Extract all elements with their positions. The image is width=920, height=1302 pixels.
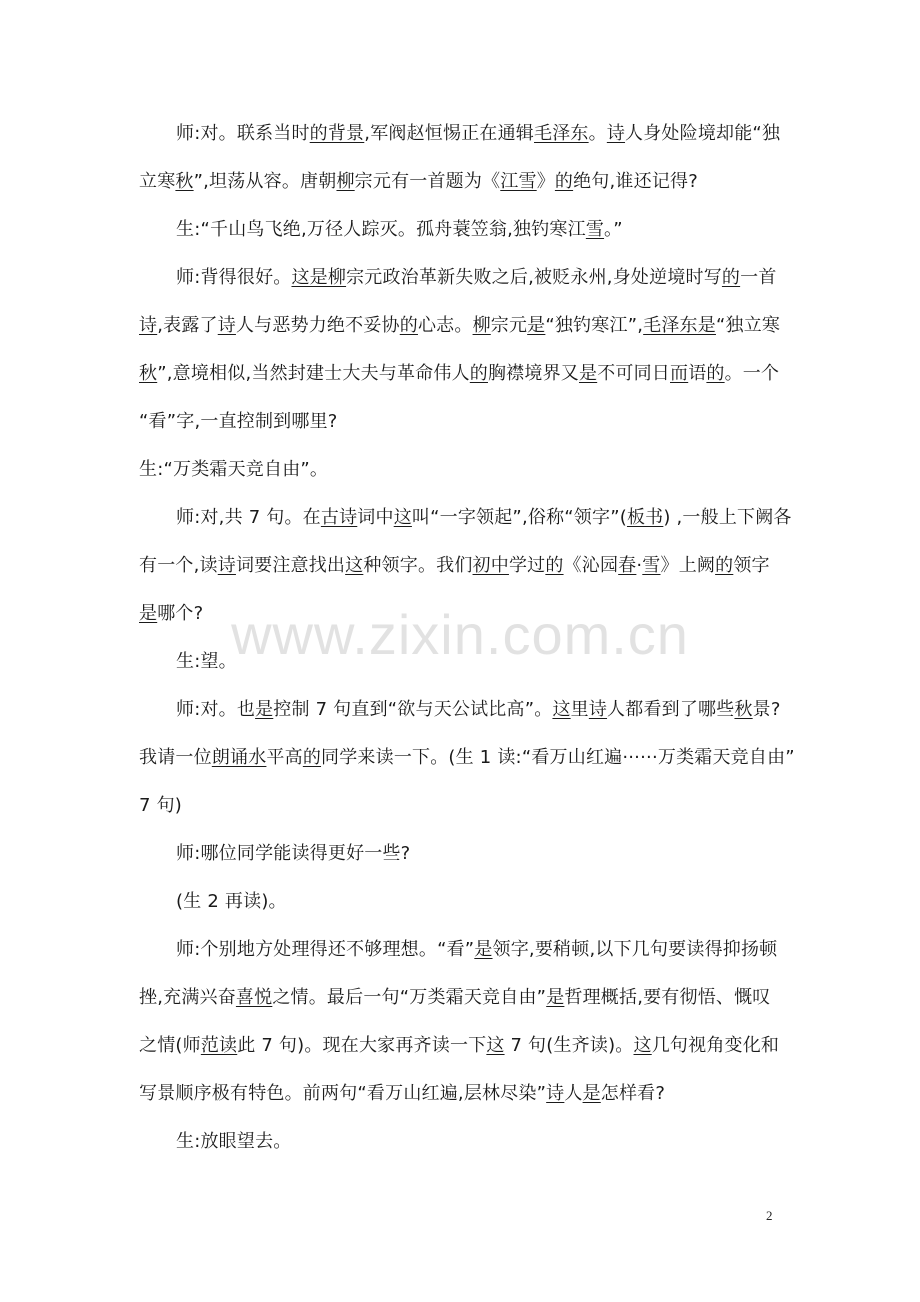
underlined-text: 朗诵水 bbox=[211, 747, 267, 768]
text-segment: (生 2 再读)。 bbox=[176, 891, 287, 912]
text-segment: 人与恶势力绝不妥协 bbox=[235, 315, 400, 336]
underlined-text: 春 bbox=[618, 555, 637, 576]
text-segment: 宗元 bbox=[490, 315, 528, 336]
underlined-text: 的背景 bbox=[309, 123, 365, 144]
text-segment: 哲理概括,要有彻悟、慨叹 bbox=[564, 987, 771, 1008]
text-segment: ”,坦荡从容。唐朝 bbox=[193, 171, 337, 192]
text-segment: 》上阙 bbox=[660, 555, 716, 576]
page-number: 2 bbox=[766, 1208, 773, 1223]
text-segment: 写景顺序极有特色。前两句“看万山红遍,层林尽染” bbox=[139, 1083, 547, 1104]
underlined-text: 诗 bbox=[606, 123, 626, 144]
text-line bbox=[139, 1034, 779, 1058]
text-segment: 宗元有一首题为《 bbox=[354, 171, 501, 192]
text-segment: 心志。 bbox=[417, 315, 473, 336]
underlined-text: 的 bbox=[721, 267, 741, 288]
underlined-text: 喜悦 bbox=[235, 987, 273, 1008]
underlined-text: 的 bbox=[706, 363, 725, 384]
underlined-text: 诗 bbox=[139, 315, 158, 336]
underlined-text: 的 bbox=[302, 747, 322, 768]
watermark: www.zixin.com.cn bbox=[231, 603, 689, 666]
text-segment: 挫,充满兴奋 bbox=[139, 987, 236, 1008]
underlined-text: 雪 bbox=[585, 219, 605, 240]
underlined-text: 是 bbox=[578, 363, 598, 384]
text-segment: 师:对,共 7 句。在 bbox=[176, 507, 321, 528]
underlined-text: 诗 bbox=[217, 555, 236, 576]
text-line bbox=[176, 938, 777, 962]
text-segment: 7 句) bbox=[139, 795, 182, 816]
underlined-text: 毛泽东 bbox=[534, 123, 589, 144]
text-segment: 胸襟境界又 bbox=[487, 363, 579, 384]
text-line bbox=[139, 986, 771, 1010]
text-segment: 生:放眼望去。 bbox=[176, 1131, 292, 1152]
text-segment: 师:对。也 bbox=[176, 699, 256, 720]
text-segment: 之情(师 bbox=[139, 1035, 201, 1056]
text-segment: ) ,一般上下阙各 bbox=[663, 507, 792, 528]
text-line bbox=[139, 410, 338, 434]
text-line bbox=[139, 746, 795, 770]
underlined-text: 诗 bbox=[588, 699, 608, 720]
text-segment: 同学来读一下。(生 1 读:“看万山红遍······万类霜天竞自由” bbox=[321, 747, 795, 768]
underlined-text: 诗 bbox=[217, 315, 236, 336]
underlined-text: 秋 bbox=[734, 699, 753, 720]
underlined-text: 秋 bbox=[175, 171, 194, 192]
text-line bbox=[176, 266, 777, 290]
text-line bbox=[139, 458, 328, 482]
text-line bbox=[176, 698, 781, 722]
text-segment: 《沁园 bbox=[563, 555, 619, 576]
text-segment: 人身处险境却能“独 bbox=[625, 123, 781, 144]
text-line bbox=[139, 362, 779, 386]
underlined-text: 的 bbox=[715, 555, 734, 576]
underlined-text: 这 bbox=[486, 1035, 505, 1056]
text-segment: 不可同日 bbox=[597, 363, 670, 384]
text-segment: 平高 bbox=[266, 747, 303, 768]
text-line bbox=[176, 842, 410, 866]
underlined-text: 这 bbox=[393, 507, 412, 528]
text-segment: 此 7 句)。现在大家再齐读一下 bbox=[237, 1035, 487, 1056]
text-line bbox=[176, 890, 287, 914]
text-segment: 里 bbox=[570, 699, 589, 720]
text-segment: 立寒 bbox=[139, 171, 176, 192]
underlined-text: 诗 bbox=[546, 1083, 565, 1104]
text-line bbox=[176, 506, 792, 530]
text-segment: 7 句(生齐读)。 bbox=[504, 1035, 634, 1056]
text-line bbox=[176, 218, 623, 242]
text-segment: 。” bbox=[604, 219, 623, 240]
underlined-text: 的 bbox=[545, 555, 564, 576]
text-segment: 。一个 bbox=[724, 363, 780, 384]
text-segment: 怎样看? bbox=[600, 1083, 666, 1104]
text-segment: 。 bbox=[588, 123, 607, 144]
text-segment: 生:望。 bbox=[176, 651, 237, 672]
text-segment: 几句视角变化和 bbox=[651, 1035, 780, 1056]
text-segment: 学过 bbox=[508, 555, 546, 576]
text-line bbox=[139, 1082, 665, 1106]
underlined-text: 范读 bbox=[200, 1035, 238, 1056]
text-segment: 哪个? bbox=[157, 603, 204, 624]
text-line bbox=[139, 170, 698, 194]
text-segment: 种领字。我们 bbox=[363, 555, 473, 576]
text-line bbox=[139, 554, 770, 578]
underlined-text: 是 bbox=[474, 939, 493, 960]
underlined-text: 是 bbox=[546, 987, 565, 1008]
text-segment: 景? bbox=[752, 699, 781, 720]
text-line bbox=[139, 602, 203, 626]
text-segment: 绝句,谁还记得? bbox=[573, 171, 698, 192]
text-line bbox=[176, 650, 237, 674]
text-segment: 词要注意找出 bbox=[235, 555, 346, 576]
text-segment: 领字 bbox=[733, 555, 770, 576]
text-segment: ,表露了 bbox=[157, 315, 218, 336]
underlined-text: 是 bbox=[582, 1083, 601, 1104]
underlined-text: 的 bbox=[399, 315, 418, 336]
underlined-text: 这 bbox=[345, 555, 364, 576]
text-line bbox=[176, 122, 780, 146]
underlined-text: 的 bbox=[469, 363, 488, 384]
underlined-text: 是 bbox=[255, 699, 274, 720]
text-segment: 生:“千山鸟飞绝,万径人踪灭。孤舟蓑笠翁,独钓寒江 bbox=[176, 219, 586, 240]
underlined-text: 板书 bbox=[626, 507, 664, 528]
underlined-text: 而 bbox=[670, 363, 689, 384]
text-line bbox=[139, 314, 780, 338]
text-segment: · bbox=[636, 555, 643, 576]
underlined-text: 柳 bbox=[472, 315, 491, 336]
text-segment: 生:“万类霜天竞自由”。 bbox=[139, 459, 329, 480]
underlined-text: 的 bbox=[554, 171, 574, 192]
underlined-text: 这 bbox=[633, 1035, 652, 1056]
text-line bbox=[176, 1130, 291, 1154]
underlined-text: 古诗 bbox=[320, 507, 358, 528]
text-segment: 有一个,读 bbox=[139, 555, 218, 576]
underlined-text: 是 bbox=[527, 315, 546, 336]
underlined-text: 雪 bbox=[642, 555, 661, 576]
text-segment: 师:背得很好。 bbox=[176, 267, 292, 288]
text-segment: 师:哪位同学能读得更好一些? bbox=[176, 843, 411, 864]
text-segment: 》 bbox=[536, 171, 555, 192]
text-segment: 我请一位 bbox=[139, 747, 212, 768]
text-segment: 师:个别地方处理得还不够理想。“看” bbox=[176, 939, 475, 960]
text-segment: 之情。最后一句“万类霜天竞自由” bbox=[272, 987, 547, 1008]
text-segment: 控制 7 句直到“欲与天公试比高”。 bbox=[273, 699, 553, 720]
text-segment: 领字,要稍顿,以下几句要读得抑扬顿 bbox=[492, 939, 778, 960]
text-segment: “独钓寒江”, bbox=[545, 315, 644, 336]
text-line bbox=[139, 794, 182, 818]
text-segment: 词中 bbox=[357, 507, 394, 528]
underlined-text: 江雪 bbox=[500, 171, 537, 192]
underlined-text: 这是柳 bbox=[291, 267, 347, 288]
text-segment: “独立寒 bbox=[715, 315, 781, 336]
text-segment: “看”字,一直控制到哪里? bbox=[139, 411, 338, 432]
underlined-text: 是 bbox=[139, 603, 158, 624]
text-segment: ,军阀赵恒惕正在通辑 bbox=[364, 123, 535, 144]
text-segment: 语 bbox=[688, 363, 707, 384]
underlined-text: 毛泽东是 bbox=[643, 315, 716, 336]
text-segment: 宗元政治革新失败之后,被贬永州,身处逆境时写 bbox=[346, 267, 722, 288]
text-segment: ”,意境相似,当然封建士大夫与革命伟人 bbox=[157, 363, 470, 384]
underlined-text: 秋 bbox=[139, 363, 158, 384]
text-segment: 一首 bbox=[740, 267, 777, 288]
text-segment: 人 bbox=[564, 1083, 583, 1104]
underlined-text: 初中 bbox=[472, 555, 509, 576]
text-segment: 人都看到了哪些 bbox=[607, 699, 735, 720]
text-segment: 叫“一字领起”,俗称“领字”( bbox=[411, 507, 627, 528]
underlined-text: 这 bbox=[552, 699, 571, 720]
text-segment: 师:对。联系当时 bbox=[176, 123, 310, 144]
underlined-text: 柳 bbox=[336, 171, 355, 192]
